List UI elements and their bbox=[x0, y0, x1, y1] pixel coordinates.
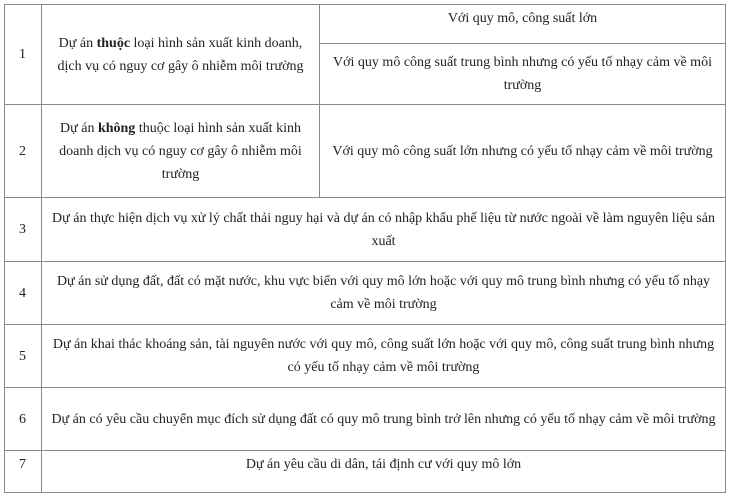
emphasis-text: thuộc bbox=[96, 35, 131, 51]
project-description: Dự án sử dụng đất, đất có mặt nước, khu vực biển với quy mô lớn hoặc với quy mô trung bình nhưng có yếu tố nhạy cảm về môi trường bbox=[42, 262, 726, 325]
project-description: Dự án thuộc loại hình sản xuất kinh doanh, dịch vụ có nguy cơ gây ô nhiễm môi trường bbox=[42, 5, 320, 105]
emphasis-text: không bbox=[97, 120, 136, 136]
table-row bbox=[5, 198, 726, 262]
table-row bbox=[5, 5, 726, 44]
project-description: Dự án thực hiện dịch vụ xử lý chất thải nguy hại và dự án có nhập khẩu phế liệu từ nước ngoài về làm nguyên liệu sản xuất bbox=[42, 198, 726, 262]
table-row bbox=[5, 262, 726, 325]
row-number: 2 bbox=[5, 105, 42, 198]
scale-condition: Với quy mô, công suất lớn bbox=[320, 5, 726, 44]
table-row bbox=[5, 105, 726, 198]
project-description: Dự án không thuộc loại hình sản xuất kinh doanh dịch vụ có nguy cơ gây ô nhiễm môi trường bbox=[42, 105, 320, 198]
table-row bbox=[5, 388, 726, 451]
project-description: Dự án khai thác khoáng sản, tài nguyên nước với quy mô, công suất lớn hoặc với quy mô, công suất trung bình nhưng có yếu tố nhạy cảm về môi trường bbox=[42, 325, 726, 388]
scale-condition: Với quy mô công suất trung bình nhưng có yếu tố nhạy cảm về môi trường bbox=[320, 44, 726, 105]
row-number: 3 bbox=[5, 198, 42, 262]
table-row bbox=[5, 325, 726, 388]
project-classification-table bbox=[4, 4, 726, 493]
project-description: Dự án có yêu cầu chuyển mục đích sử dụng đất có quy mô trung bình trở lên nhưng có yếu tố nhạy cảm về môi trường bbox=[42, 388, 726, 451]
table-row bbox=[5, 451, 726, 493]
project-description: Dự án yêu cầu di dân, tái định cư với quy mô lớn bbox=[42, 451, 726, 493]
row-number: 4 bbox=[5, 262, 42, 325]
row-number: 1 bbox=[5, 5, 42, 105]
row-number: 5 bbox=[5, 325, 42, 388]
row-number: 6 bbox=[5, 388, 42, 451]
scale-condition: Với quy mô công suất lớn nhưng có yếu tố nhạy cảm về môi trường bbox=[320, 105, 726, 198]
row-number: 7 bbox=[5, 451, 42, 493]
